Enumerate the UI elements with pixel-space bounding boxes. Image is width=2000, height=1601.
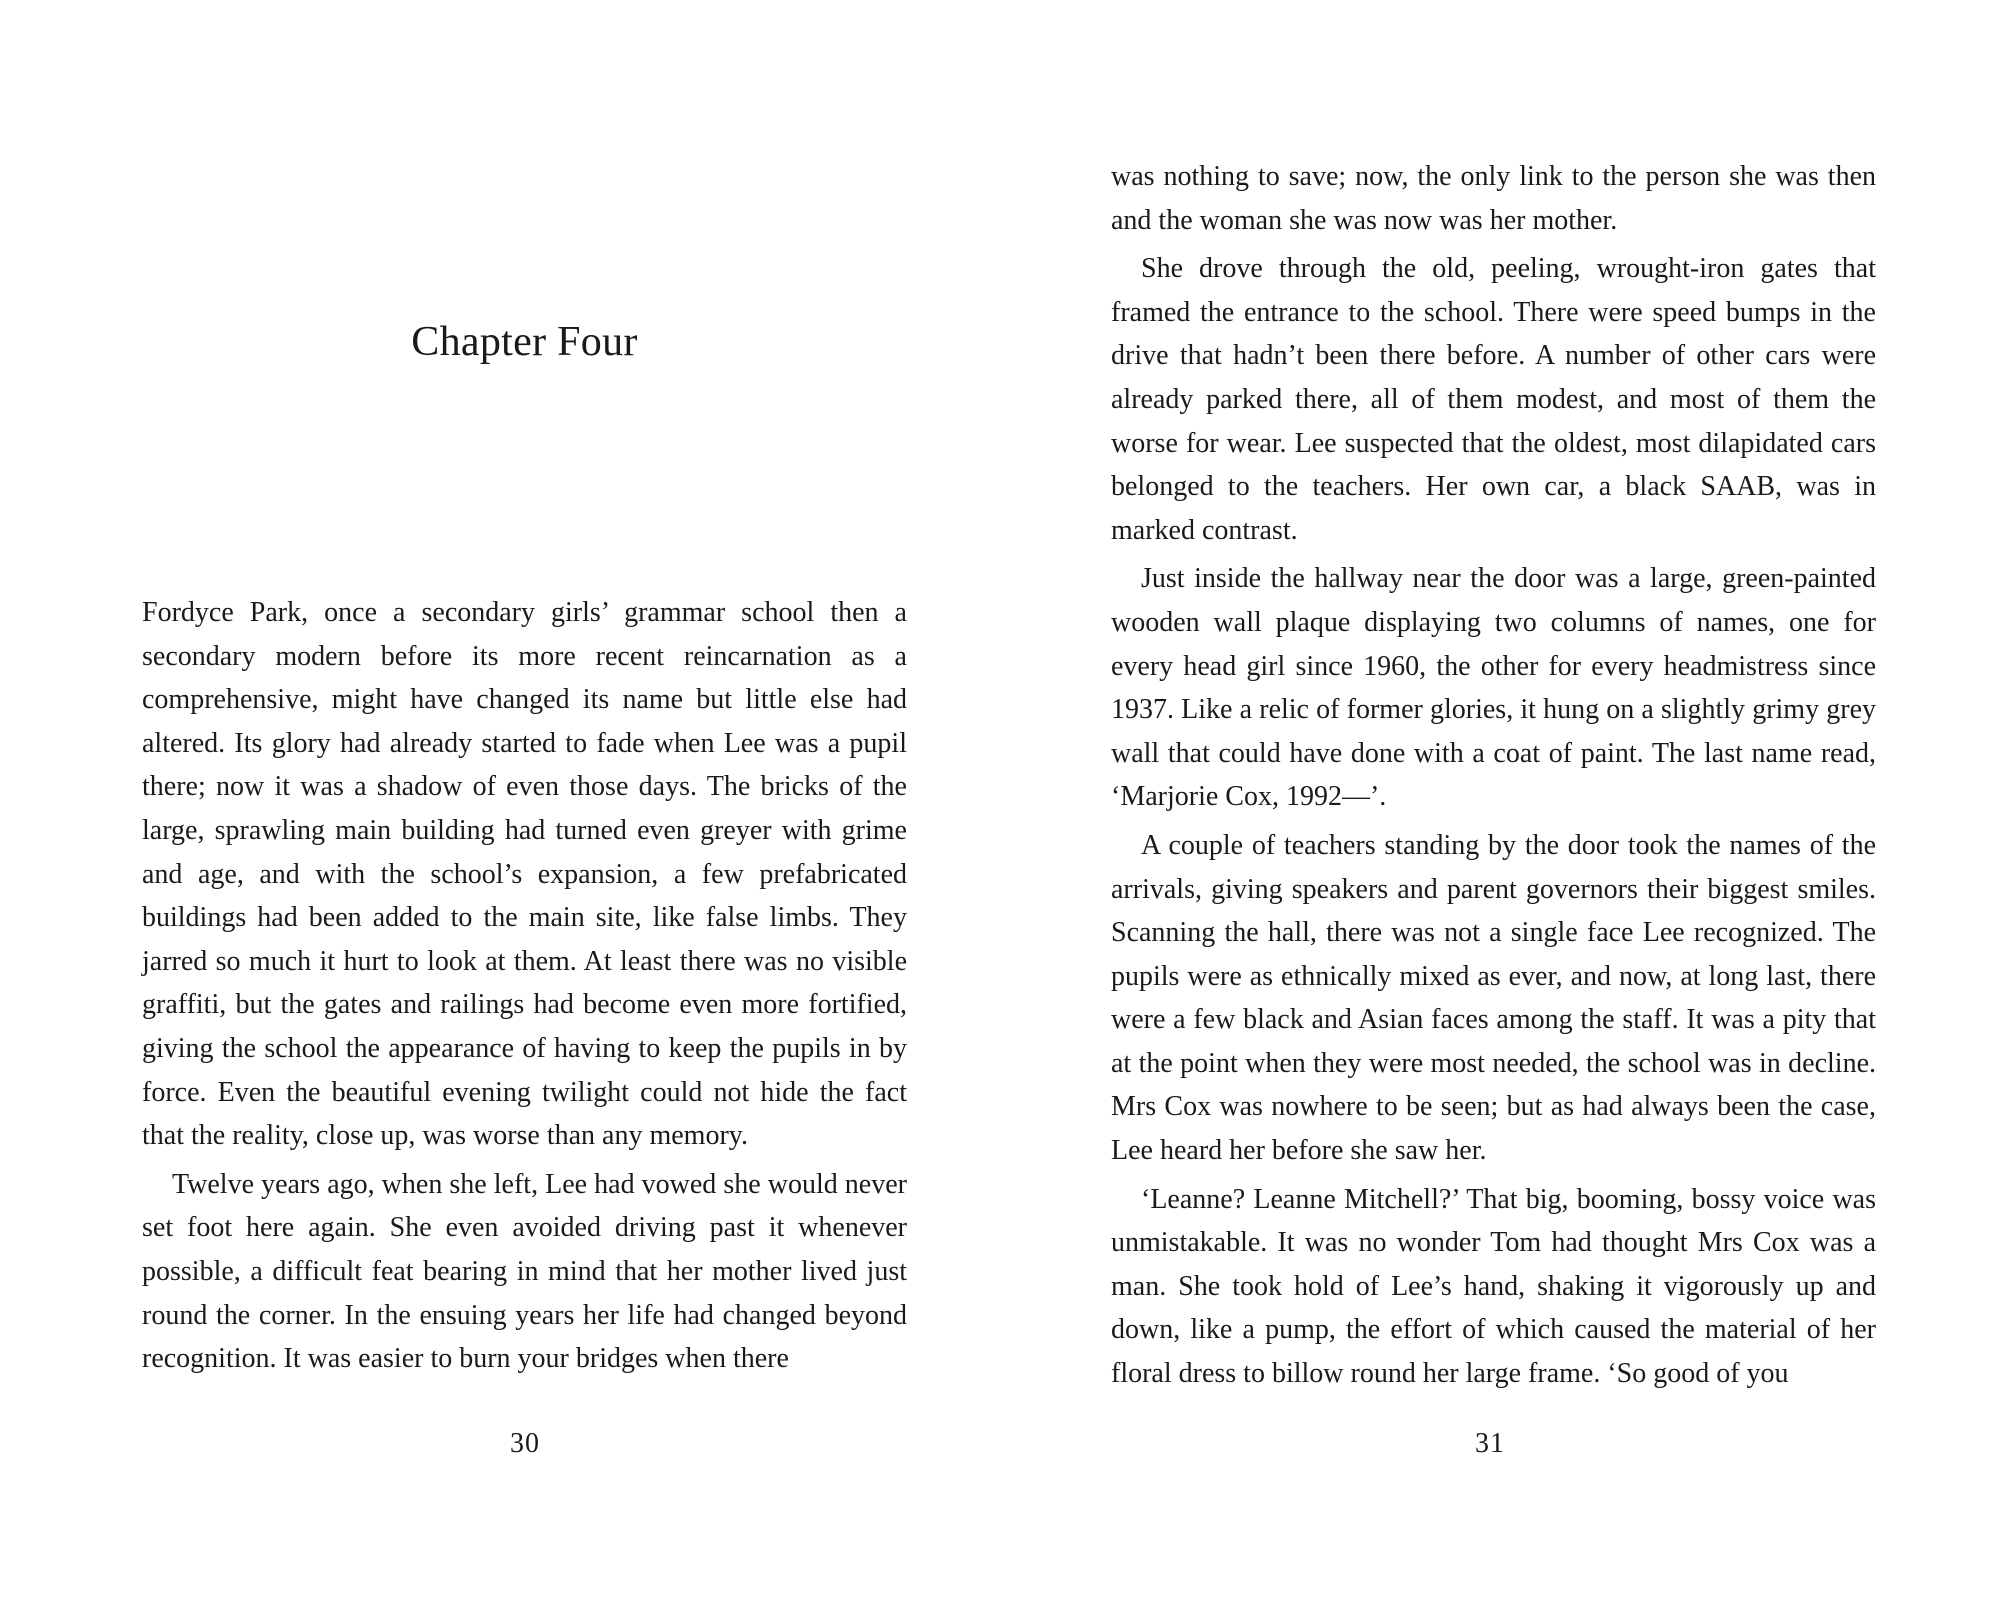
- paragraph: was nothing to save; now, the only link to the person she was then and the woman she was now was her mother.: [1111, 161, 1876, 236]
- page-number: 31: [1475, 1428, 1505, 1459]
- paragraph: Fordyce Park, once a secondary girls’ grammar school then a secondary modern before its more recent reincarnation as a comprehensive, might have changed its name but little else had altered. Its glory had already started to fade when Lee was a pupil there; now it was a shadow of even those days. The bricks of the large, sprawling main building had turned even greyer with grime and age, and with the school’s expansion, a few prefabricated buildings had been added to the main site, like false limbs. They jarred so much it hurt to look at them. At least there was no visible graffiti, but the gates and railings had become even more fortified, giving the school the appearance of having to keep the pupils in by force. Even the beautiful evening twilight could not hide the fact that the reality, close up, was worse than any memory.: [142, 597, 907, 1152]
- paragraph: She drove through the old, peeling, wrought-iron gates that framed the entrance to the school. There were speed bumps in the drive that hadn’t been there before. A number of other cars were already parked there, all of them modest, and most of them the worse for wear. Lee suspected that the oldest, most dilapidated cars belonged to the teachers. Her own car, a black SAAB, was in marked contrast.: [1111, 253, 1876, 546]
- page-number: 30: [510, 1428, 540, 1459]
- paragraph: Just inside the hallway near the door was a large, green-painted wooden wall plaque displaying two columns of names, one for every head girl since 1960, the other for every headmistress since 1937. Like a relic of former glories, it hung on a slightly grimy grey wall that could have done with a coat of paint. The last name read, ‘Marjorie Cox, 1992—’.: [1111, 563, 1876, 813]
- right-page: [1000, 0, 2000, 1601]
- paragraph: A couple of teachers standing by the door took the names of the arrivals, giving speakers and parent governors their biggest smiles. Scanning the hall, there was not a single face Lee recognized. The pupils were as ethnically mixed as ever, and now, at long last, there were a few black and Asian faces among the staff. It was a pity that at the point when they were most needed, the school was in decline. Mrs Cox was nowhere to be seen; but as had always been the case, Lee heard her before she saw her.: [1111, 829, 1876, 1167]
- paragraph: ‘Leanne? Leanne Mitchell?’ That big, booming, bossy voice was unmistakable. It was no wonder Tom had thought Mrs Cox was a man. She took hold of Lee’s hand, shaking it vigorously up and down, like a pump, the effort of which caused the material of her floral dress to billow round her large frame. ‘So good of you: [1111, 1183, 1876, 1390]
- paragraph: Twelve years ago, when she left, Lee had vowed she would never set foot here again. She even avoided driving past it whenever possible, a difficult feat bearing in mind that her mother lived just round the corner. In the ensuing years her life had changed beyond recognition. It was easier to burn your bridges when there: [142, 1168, 907, 1375]
- right-page-text: [1111, 155, 1876, 1396]
- left-page-text: [142, 591, 907, 1381]
- chapter-title: Chapter Four: [411, 319, 638, 365]
